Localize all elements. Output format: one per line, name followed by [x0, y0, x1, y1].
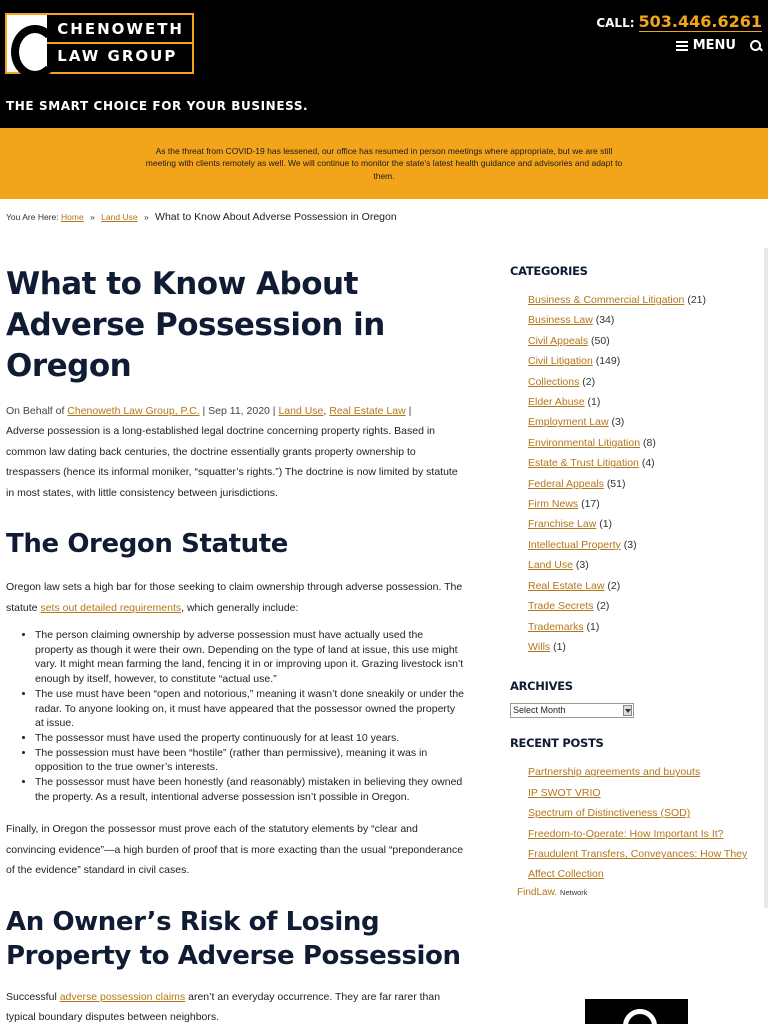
- list-item: [528, 637, 750, 657]
- category-count: (21): [687, 294, 707, 306]
- statute-text-1: Oregon law sets a high bar for those seeking to claim ownership through adverse possession. The statute: [6, 581, 463, 614]
- list-item: [528, 762, 750, 782]
- recent-post-link[interactable]: Partnership agreements and buyouts: [528, 766, 701, 779]
- findlaw-network-badge[interactable]: [517, 887, 750, 898]
- list-item: [528, 555, 750, 575]
- category-link[interactable]: Collections: [528, 375, 580, 388]
- breadcrumb-land-use[interactable]: Land Use: [101, 212, 138, 222]
- category-link[interactable]: Intellectual Property: [528, 538, 621, 551]
- requirements-list: [6, 628, 464, 804]
- covid-notice-banner: [0, 128, 768, 199]
- call-label: CALL:: [596, 16, 635, 30]
- risk-text-1: Successful: [6, 990, 57, 1003]
- logo-wordmark: [47, 15, 192, 72]
- list-item: [528, 783, 750, 803]
- recent-post-link[interactable]: Freedom-to-Operate: How Important Is It?: [528, 827, 724, 840]
- list-item: • The possessor must have used the property continuously for at least 10 years.: [35, 731, 464, 746]
- category-count: (8): [643, 436, 656, 449]
- category-count: (2): [607, 579, 621, 592]
- meta-suffix: |: [408, 405, 412, 417]
- site-tagline: THE SMART CHOICE FOR YOUR BUSINESS.: [6, 99, 309, 113]
- list-item: [528, 372, 750, 392]
- list-item: [528, 412, 750, 432]
- list-item: [528, 453, 750, 473]
- logo-line-1: CHENOWETH: [57, 20, 184, 38]
- list-item: [528, 803, 750, 823]
- breadcrumb-home[interactable]: Home: [61, 212, 84, 222]
- category-count: (4): [641, 457, 655, 470]
- list-item: [528, 433, 750, 453]
- category-link[interactable]: Wills: [528, 640, 551, 653]
- logo-divider: [47, 42, 192, 44]
- list-item: [528, 576, 750, 596]
- call-block: [596, 12, 762, 31]
- category-link[interactable]: Firm News: [528, 498, 579, 511]
- category-link[interactable]: Trademarks: [528, 620, 584, 633]
- category-count: (2): [582, 375, 596, 388]
- statute-text-2: , which generally include:: [181, 601, 299, 614]
- category-link[interactable]: Business Law: [528, 314, 593, 327]
- category-count: (50): [591, 334, 610, 347]
- archives-select-value: Select Month: [513, 705, 566, 716]
- list-item: [528, 351, 750, 371]
- breadcrumb: [6, 211, 397, 223]
- article: [6, 264, 464, 1024]
- covid-notice-text: As the threat from COVID-19 has lessened, our office has resumed in person meetings where appropriate, but we are still meeting with clients remotely as well. We will continue to monitor the state’s latest health guidance and advisories and adapt to them.: [145, 145, 623, 181]
- meta-prefix: On Behalf of: [6, 405, 65, 417]
- adverse-possession-claims-link[interactable]: adverse possession claims: [59, 990, 186, 1003]
- recent-posts-heading: RECENT POSTS: [510, 736, 604, 751]
- hamburger-icon: [676, 41, 688, 51]
- finally-paragraph: Finally, in Oregon the possessor must prove each of the statutory elements by “clear and convincing evidence”—a high burden of proof that is more exacting than the usual “preponderance of the evidence” standard in civil cases.: [6, 823, 464, 877]
- dropdown-arrow-icon: [623, 705, 632, 716]
- category-link[interactable]: Franchise Law: [528, 518, 597, 531]
- statute-paragraph: [6, 577, 464, 618]
- categories-list: [510, 290, 750, 657]
- list-item: [528, 392, 750, 412]
- intro-paragraph: Adverse possession is a long-established legal doctrine concerning property rights. Based in common law dating back centuries, the doctrine essentially grants property ownership to trespassers (hence its informal moniker, “squatter’s rights.”) The doctrine is now limited by statute in most states, with little consistency between jurisdictions.: [6, 425, 458, 499]
- recent-post-link[interactable]: Spectrum of Distinctiveness (SOD): [528, 807, 691, 820]
- list-item: [528, 617, 750, 637]
- list-item: [528, 494, 750, 514]
- category-link[interactable]: Land Use: [528, 559, 573, 572]
- category-link[interactable]: Business & Commercial Litigation: [528, 294, 685, 306]
- category-count: (1): [553, 640, 566, 653]
- heading-oregon-statute: The Oregon Statute: [6, 529, 289, 559]
- page-scrollbar[interactable]: [764, 248, 768, 908]
- category-count: (149): [595, 355, 621, 368]
- list-item: [528, 596, 750, 616]
- recent-post-link[interactable]: Fraudulent Transfers, Conveyances: How They Affect Collection: [528, 847, 748, 881]
- category-count: (1): [586, 620, 600, 633]
- breadcrumb-prefix: You Are Here:: [6, 212, 59, 222]
- breadcrumb-current: What to Know About Adverse Possession in Oregon: [155, 211, 397, 223]
- heading-owner-risk: An Owner’s Risk of Losing Property to Adverse Possession: [6, 906, 461, 971]
- footer-logo-partial: [585, 999, 688, 1024]
- category-count: (3): [623, 538, 637, 551]
- list-item: [528, 474, 750, 494]
- breadcrumb-separator: »: [90, 212, 95, 222]
- logo-c-mark: [7, 15, 47, 72]
- category-count: (1): [587, 396, 601, 409]
- archives-select[interactable]: [510, 703, 634, 718]
- category-link[interactable]: Civil Litigation: [528, 355, 593, 368]
- list-item: [528, 514, 750, 534]
- category-count: (1): [599, 518, 613, 531]
- category-count: (3): [611, 416, 625, 429]
- author-link[interactable]: Chenoweth Law Group, P.C.: [67, 405, 200, 417]
- category-link[interactable]: Elder Abuse: [528, 396, 585, 409]
- list-item: • The person claiming ownership by adverse possession must have actually used the property as though it were their own. Depending on the type of land at issue, this use might vary. It might mean farming the land, fencing it in or improving upon it. Grazing livestock isn’t enough by itself, however, to constitute “actual use.”: [35, 628, 464, 687]
- category-link[interactable]: Federal Appeals: [528, 477, 604, 490]
- list-item: [528, 824, 750, 844]
- meta-category-land-use[interactable]: Land Use: [278, 405, 324, 417]
- findlaw-network-label: Network: [560, 887, 588, 897]
- risk-paragraph: [6, 987, 464, 1024]
- article-date: | Sep 11, 2020 |: [202, 405, 276, 417]
- recent-posts-list: [510, 762, 750, 884]
- category-link[interactable]: Environmental Litigation: [528, 436, 641, 449]
- findlaw-logo: FindLaw.: [517, 886, 558, 898]
- site-logo[interactable]: [5, 13, 194, 74]
- logo-line-2: LAW GROUP: [57, 47, 178, 65]
- article-title: What to Know About Adverse Possession in Oregon: [6, 266, 385, 384]
- statute-requirements-link[interactable]: sets out detailed requirements: [40, 601, 182, 614]
- category-link[interactable]: Civil Appeals: [528, 334, 589, 347]
- category-count: (17): [581, 498, 600, 511]
- list-item: [528, 310, 750, 330]
- category-link[interactable]: Trade Secrets: [528, 600, 594, 613]
- category-count: (2): [596, 600, 610, 613]
- list-item: [528, 331, 750, 351]
- list-item: • The use must have been “open and notorious,” meaning it wasn’t done sneakily or under the radar. To anyone looking on, it must have appeared that the possessor owned the property at issue.: [35, 687, 464, 731]
- breadcrumb-separator: »: [143, 212, 149, 222]
- category-count: (34): [595, 314, 615, 327]
- meta-category-real-estate[interactable]: Real Estate Law: [329, 405, 406, 417]
- search-icon[interactable]: [750, 40, 762, 52]
- categories-heading: CATEGORIES: [510, 264, 588, 278]
- menu-button[interactable]: [676, 38, 736, 53]
- category-link[interactable]: Estate & Trust Litigation: [528, 457, 639, 470]
- category-link[interactable]: Employment Law: [528, 416, 609, 429]
- phone-link[interactable]: 503.446.6261: [638, 12, 762, 31]
- list-item: • The possession must have been “hostile” (rather than permissive), meaning it was in opposition to the true owner’s interests.: [35, 746, 464, 775]
- list-item: • The possessor must have been honestly (and reasonably) mistaken in believing they owned the property. As a result, intentional adverse possession isn’t possible in Oregon.: [35, 775, 464, 804]
- risk-text-2: aren’t an everyday occurrence. They are far rarer than typical boundary disputes between neighbors.: [6, 990, 441, 1024]
- site-header: [0, 0, 768, 128]
- menu-label: MENU: [692, 38, 736, 53]
- category-count: (3): [575, 559, 589, 572]
- sidebar: [510, 264, 750, 898]
- list-item: [528, 844, 750, 885]
- archives-heading: ARCHIVES: [510, 679, 573, 694]
- list-item: [528, 535, 750, 555]
- list-item: [528, 290, 750, 310]
- recent-post-link[interactable]: IP SWOT VRIO: [528, 786, 601, 799]
- category-count: (51): [606, 477, 626, 490]
- category-link[interactable]: Real Estate Law: [528, 579, 605, 592]
- article-meta: On Behalf of Chenoweth Law Group, P.C. | Sep 11, 2020 | Land Use, Real Estate Law |: [6, 405, 412, 417]
